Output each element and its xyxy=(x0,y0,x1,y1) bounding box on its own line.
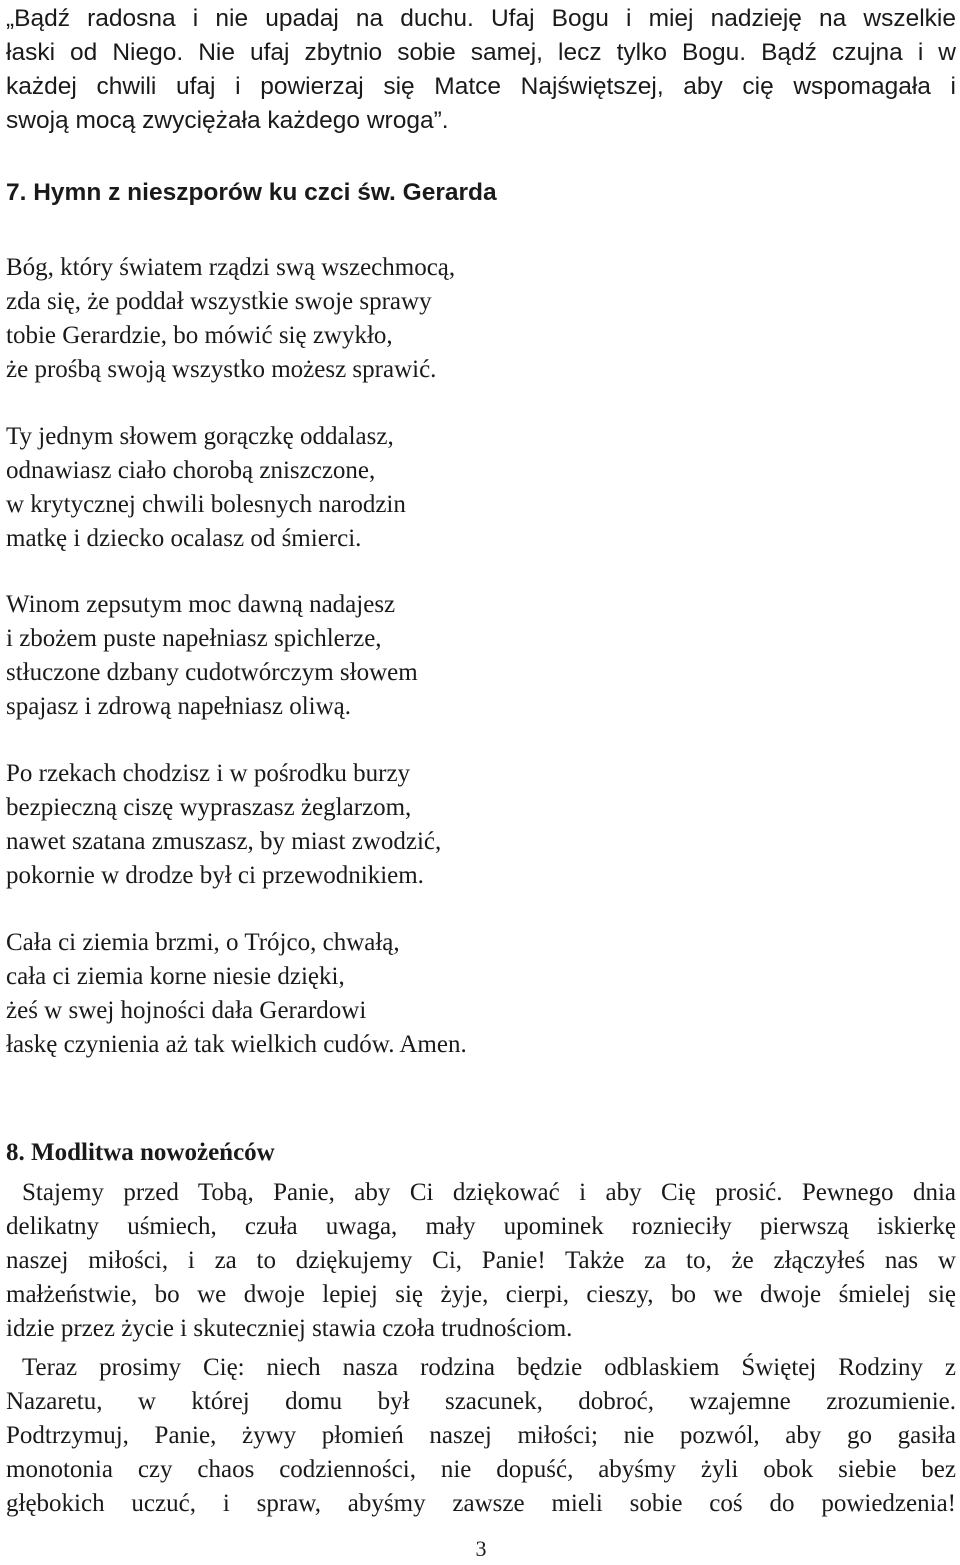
stanza-line: zda się, że poddał wszystkie swoje sprawy xyxy=(6,288,432,315)
hymn-stanza-1 xyxy=(6,251,956,387)
paragraph-line: Stajemy przed Tobą, Panie, aby Ci dziękować i aby Cię prosić. Pewnego dnia xyxy=(22,1179,956,1206)
hymn-stanza-4 xyxy=(6,757,956,893)
stanza-line: tobie Gerardzie, bo mówić się zwykło, xyxy=(6,322,393,349)
intro-quote xyxy=(6,2,956,138)
stanza-line: żeś w swej hojności dała Gerardowi xyxy=(6,997,367,1024)
stanza-line: spajasz i zdrową napełniasz oliwą. xyxy=(6,693,352,720)
stanza-line: nawet szatana zmuszasz, by miast zwodzić, xyxy=(6,828,442,855)
stanza-line: w krytycznej chwili bolesnych narodzin xyxy=(6,491,406,518)
paragraph-line: monotonia czy chaos codzienności, nie dopuść, abyśmy żyli obok siebie bez xyxy=(6,1456,956,1483)
paragraph-line: delikatny uśmiech, czuła uwaga, mały upominek roznieciły pierwszą iskierkę xyxy=(6,1213,956,1240)
stanza-line: stłuczone dzbany cudotwórczym słowem xyxy=(6,659,418,686)
intro-line: swoją mocą zwyciężała każdego wroga”. xyxy=(6,107,449,134)
paragraph-line: małżeństwie, bo we dwoje lepiej się żyje, cierpi, cieszy, bo we dwoje śmielej się xyxy=(6,1281,956,1308)
paragraph-line: idzie przez życie i skuteczniej stawia czoła trudnościom. xyxy=(6,1315,573,1342)
paragraph-line: Nazaretu, w której domu był szacunek, dobroć, wzajemne zrozumienie. xyxy=(6,1388,956,1415)
stanza-line: Winom zepsutym moc dawną nadajesz xyxy=(6,591,396,618)
stanza-line: Po rzekach chodzisz i w pośrodku burzy xyxy=(6,760,411,787)
intro-line: każdej chwili ufaj i powierzaj się Matce Najświętszej, aby cię wspomagała i xyxy=(6,73,956,100)
stanza-line: Cała ci ziemia brzmi, o Trójco, chwałą, xyxy=(6,929,400,956)
hymn-stanza-3 xyxy=(6,588,956,724)
prayer-paragraph-1 xyxy=(6,1176,956,1346)
stanza-line: i zbożem puste napełniasz spichlerze, xyxy=(6,625,382,652)
page-number: 3 xyxy=(475,1536,487,1561)
stanza-line: że prośbą swoją wszystko możesz sprawić. xyxy=(6,356,437,383)
stanza-line: matkę i dziecko ocalasz od śmierci. xyxy=(6,525,362,552)
paragraph-line: Podtrzymuj, Panie, żywy płomień naszej miłości; nie pozwól, aby go gasiła xyxy=(6,1422,956,1449)
paragraph-line: Teraz prosimy Cię: niech nasza rodzina będzie odblaskiem Świętej Rodziny z xyxy=(22,1354,956,1381)
document-page xyxy=(6,0,956,1565)
stanza-line: Ty jednym słowem gorączkę oddalasz, xyxy=(6,423,394,450)
stanza-line: bezpieczną ciszę wypraszasz żeglarzom, xyxy=(6,794,412,821)
prayer-paragraph-2 xyxy=(6,1351,956,1521)
stanza-line: Bóg, który światem rządzi swą wszechmocą, xyxy=(6,254,456,281)
stanza-line: pokornie w drodze był ci przewodnikiem. xyxy=(6,862,424,889)
hymn-stanza-2 xyxy=(6,420,956,556)
stanza-line: łaskę czynienia aż tak wielkich cudów. Amen. xyxy=(6,1031,467,1058)
paragraph-line: głębokich uczuć, i spraw, abyśmy zawsze mieli sobie coś do powiedzenia! xyxy=(6,1490,956,1517)
hymn-title: 7. Hymn z nieszporów ku czci św. Gerarda xyxy=(6,179,497,206)
stanza-line: odnawiasz ciało chorobą zniszczone, xyxy=(6,457,376,484)
intro-line: „Bądź radosna i nie upadaj na duchu. Ufaj Bogu i miej nadzieję na wszelkie xyxy=(6,5,956,32)
paragraph-line: naszej miłości, i za to dziękujemy Ci, Panie! Także za to, że złączyłeś nas w xyxy=(6,1247,956,1274)
stanza-line: cała ci ziemia korne niesie dzięki, xyxy=(6,963,345,990)
hymn-stanza-5 xyxy=(6,926,956,1062)
intro-line: łaski od Niego. Nie ufaj zbytnio sobie samej, lecz tylko Bogu. Bądź czujna i w xyxy=(6,39,956,66)
prayer-title: 8. Modlitwa nowożeńców xyxy=(6,1139,275,1166)
